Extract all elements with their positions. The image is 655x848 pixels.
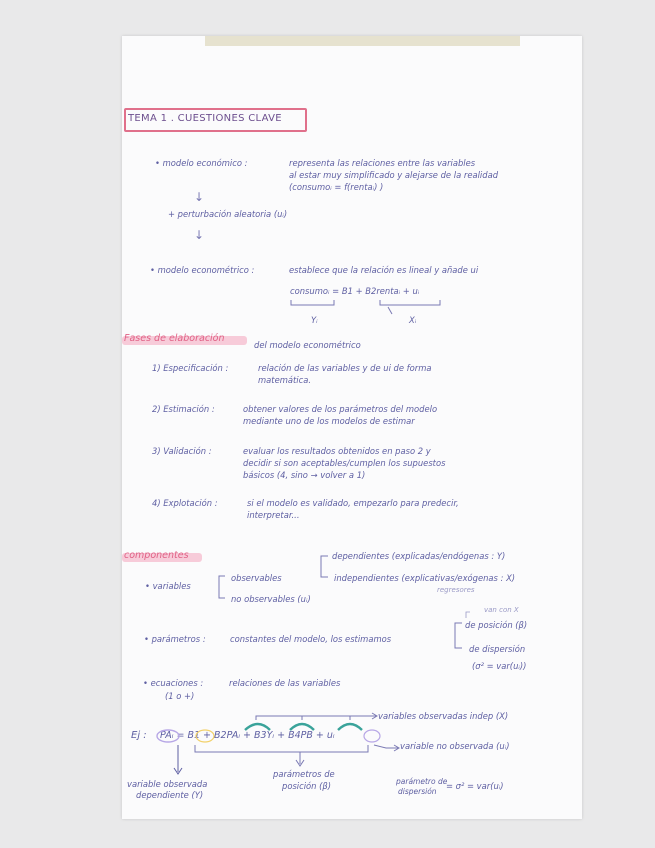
var-obs-indep-text: variables observadas indep (X): [378, 711, 509, 721]
down-arrow-icon: ↓: [194, 190, 205, 204]
fase-3-line3: básicos (4, sino → volver a 1): [243, 470, 366, 480]
tape-strip: [205, 36, 520, 46]
down-arrow-icon: ↓: [194, 228, 205, 242]
fase-1-line1: relación de las variables y de ui de forma: [258, 363, 432, 373]
fase-1-label: 1) Especificación :: [152, 363, 229, 373]
example-equation: PAᵢ = B1 + B2PAᵢ + B3Yᵢ + B4PB + uᵢ: [160, 730, 335, 741]
fase-4-line2: interpretar...: [247, 510, 300, 520]
componentes-heading: componentes: [124, 550, 189, 561]
fase-2-line1: obtener valores de los parámetros del modelo: [243, 404, 438, 414]
perturbacion-text: + perturbación aleatoria (uᵢ): [168, 209, 288, 219]
sigma-text: (σ² = var(uᵢ)): [472, 661, 527, 671]
parametros-label: • parámetros :: [144, 634, 206, 644]
variables-label: • variables: [145, 581, 191, 591]
fases-heading: Fases de elaboración: [124, 333, 225, 344]
fases-heading-rest: del modelo econométrico: [254, 340, 361, 350]
van-con-x-text: van con X: [484, 606, 519, 614]
parametros-text: constantes del modelo, los estimamos: [230, 634, 392, 644]
var-dep-line2: dependiente (Y): [136, 790, 204, 800]
param-disp-line1: parámetro de: [396, 777, 448, 786]
modelo-econometrico-line1: establece que la relación es lineal y añade ui: [289, 265, 479, 275]
page-title: TEMA 1 . CUESTIONES CLAVE: [128, 113, 282, 124]
no-observables-text: no observables (uᵢ): [231, 594, 311, 604]
fase-4-line1: si el modelo es validado, empezarlo para predecir,: [247, 498, 459, 508]
dependientes-text: dependientes (explicadas/endógenas : Y): [332, 551, 506, 561]
observables-text: observables: [231, 573, 282, 583]
fase-1-line2: matemática.: [258, 375, 312, 385]
fase-3-label: 3) Validación :: [152, 446, 212, 456]
modelo-economico-line3: (consumoᵢ = f(rentaᵢ) ): [289, 182, 384, 192]
de-posicion-text: de posición (β): [465, 620, 528, 630]
fase-3-line1: evaluar los resultados obtenidos en paso 2 y: [243, 446, 431, 456]
xi-label: Xᵢ: [409, 315, 417, 325]
var-dep-line1: variable observada: [127, 779, 208, 789]
modelo-economico-line2: al estar muy simplificado y alejarse de la realidad: [289, 170, 499, 180]
fase-2-line2: mediante uno de los modelos de estimar: [243, 416, 415, 426]
fase-2-label: 2) Estimación :: [152, 404, 215, 414]
param-pos-line2: posición (β): [282, 781, 332, 791]
ecuaciones-text: relaciones de las variables: [229, 678, 341, 688]
de-dispersion-text: de dispersión: [469, 644, 526, 654]
param-pos-line1: parámetros de: [273, 769, 335, 779]
fase-3-line2: decidir si son aceptables/cumplen los supuestos: [243, 458, 446, 468]
modelo-econometrico-label: • modelo econométrico :: [150, 265, 255, 275]
regresores-text: regresores: [437, 586, 475, 594]
param-disp-line2: dispersión: [398, 787, 437, 796]
modelo-economico-line1: representa las relaciones entre las variables: [289, 158, 476, 168]
modelo-economico-label: • modelo económico :: [155, 158, 248, 168]
ecuaciones-label: • ecuaciones :: [143, 678, 204, 688]
independientes-text: independientes (explicativas/exógenas : X): [334, 573, 516, 583]
ecuaciones-num: (1 o +): [165, 691, 195, 701]
fase-4-label: 4) Explotación :: [152, 498, 218, 508]
param-disp-eq: = σ² = var(uᵢ): [446, 781, 504, 791]
econometric-equation: consumoᵢ = B1 + B2rentaᵢ + uᵢ: [290, 286, 420, 296]
ej-label: Ej :: [131, 730, 147, 741]
yi-label: Yᵢ: [311, 315, 318, 325]
var-no-obs-text: variable no observada (uᵢ): [400, 741, 510, 751]
